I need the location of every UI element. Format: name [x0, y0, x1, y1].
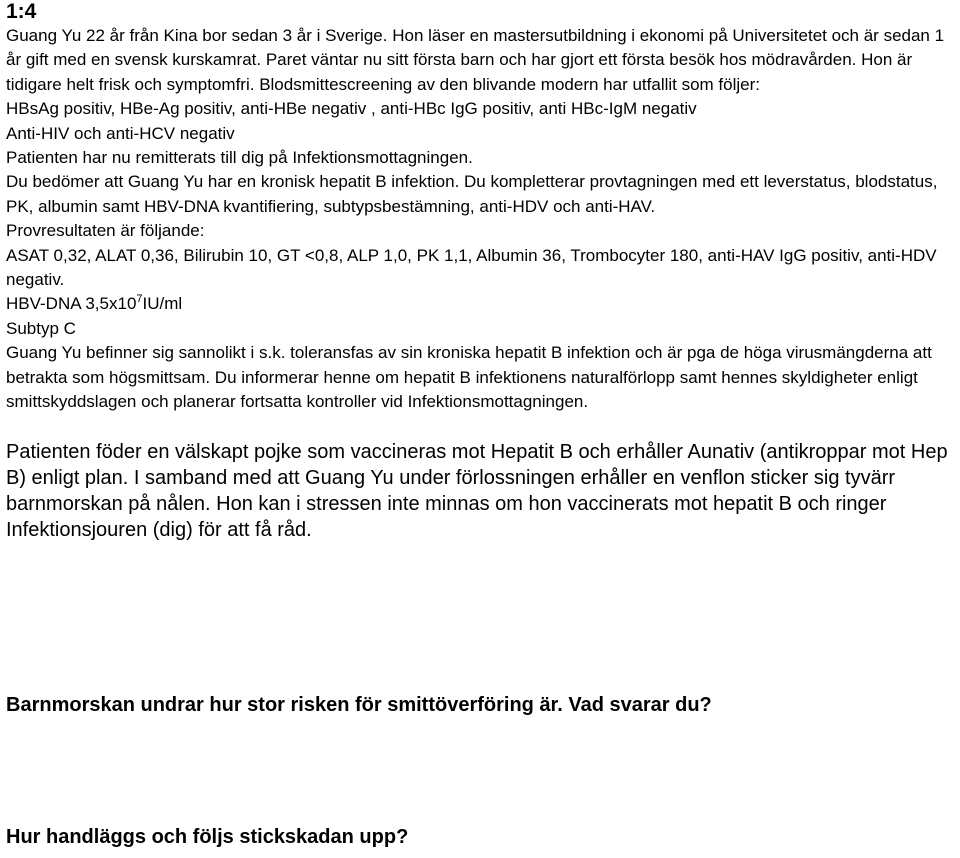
case-description — [6, 24, 954, 415]
case-paragraph-lab-values: ASAT 0,32, ALAT 0,36, Bilirubin 10, GT <0,8, ALP 1,0, PK 1,1, Albumin 36, Trombocyter 180, anti-HAV IgG positiv, anti-HDV negativ. — [6, 245, 937, 290]
case-paragraph-results-heading: Provresultaten är följande: — [6, 221, 205, 241]
case-paragraph-assessment: Du bedömer att Guang Yu har en kronisk hepatit B infektion. Du kompletterar provtagningen med ett leverstatus, blodstatus, PK, albumin samt HBV-DNA kvantifiering, subtypsbestämning, anti-HDV och anti-HAV. — [6, 172, 938, 216]
case-paragraph-subtype: Subtyp C — [6, 318, 76, 338]
question-risk: Barnmorskan undrar hur stor risken för smittöverföring är. Vad svarar du? — [6, 694, 712, 716]
case-paragraph-tolerance-phase: Guang Yu befinner sig sannolikt i s.k. toleransfas av sin kroniska hepatit B infektion och är pga de höga virusmängderna att betrakta som högsmittsam. Du informerar henne om hepatit B infektionens naturalförlopp samt hennes skyldigheter enligt smittskyddslagen och planerar fortsatta kontroller vid Infektionsmottagningen. — [6, 343, 932, 412]
needlestick-scenario: Patienten föder en välskapt pojke som vaccineras mot Hepatit B och erhåller Aunativ (antikroppar mot Hep B) enligt plan. I samband med att Guang Yu under förlossningen erhåller en venflon sticker sig tyvärr barnmorskan på nålen. Hon kan i stressen inte minnas om hon vaccinerats mot hepatit B och ringer Infektionsjouren (dig) för att få råd. — [6, 440, 948, 541]
question-number: 1:4 — [6, 0, 37, 23]
document-page — [6, 0, 954, 848]
question-management: Hur handläggs och följs stickskadan upp? — [6, 826, 409, 848]
case-paragraph-intro: Guang Yu 22 år från Kina bor sedan 3 år i Sverige. Hon läser en mastersutbildning i ekonomi på Universitetet och är sedan 1 år gift med en svensk kurskamrat. Paret väntar nu sitt första barn och har gjort ett första besök hos mödravården. Hon är tidigare helt frisk och symptomfri. Blodsmittescreening av den blivande modern har utfallit som följer: — [6, 26, 945, 94]
hbv-dna-unit: IU/ml — [142, 294, 183, 314]
case-paragraph-serology: HBsAg positiv, HBe-Ag positiv, anti-HBe negativ , anti-HBc IgG positiv, anti HBc-IgM negativ — [6, 99, 697, 119]
case-paragraph-hbv-dna — [6, 292, 954, 316]
hbv-dna-value: HBV-DNA 3,5x10 — [6, 294, 137, 314]
hbv-dna-exponent: 7 — [136, 293, 143, 306]
case-paragraph-hiv-hcv: Anti-HIV och anti-HCV negativ — [6, 123, 235, 143]
case-paragraph-referral: Patienten har nu remitterats till dig på Infektionsmottagningen. — [6, 148, 473, 168]
